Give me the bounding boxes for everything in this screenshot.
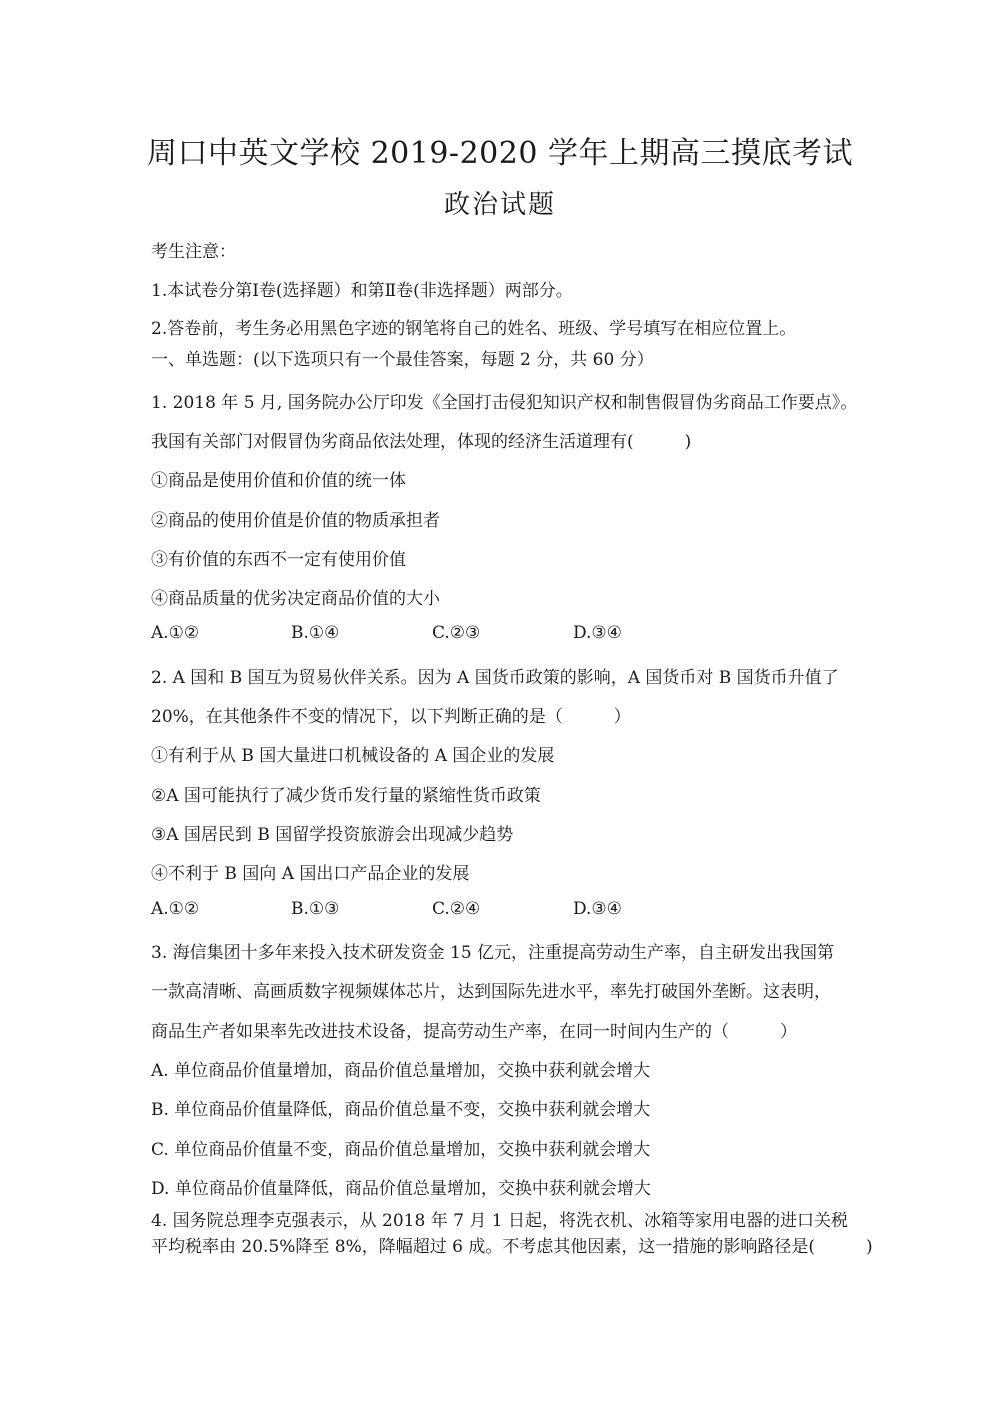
- option-a[interactable]: A.①②: [151, 623, 200, 643]
- question-2-item: ④不利于 B 国向 A 国出口产品企业的发展: [151, 864, 470, 884]
- option-d[interactable]: D.③④: [573, 623, 622, 643]
- notice-item: 2.答卷前，考生务必用黑色字迹的钢笔将自己的姓名、班级、学号填写在相应位置上。: [151, 319, 797, 339]
- question-3-choice-a[interactable]: A. 单位商品价值量增加，商品价值总量增加，交换中获利就会增大: [151, 1061, 651, 1081]
- option-a[interactable]: A.①②: [151, 899, 200, 919]
- exam-title: 周口中英文学校 2019-2020 学年上期高三摸底考试: [147, 136, 853, 171]
- question-3-stem-line: 商品生产者如果率先改进技术设备，提高劳动生产率，在同一时间内生产的（ ）: [151, 1022, 797, 1042]
- question-1-item: ④商品质量的优劣决定商品价值的大小: [151, 589, 440, 609]
- notice-label: 考生注意：: [151, 242, 236, 262]
- option-c[interactable]: C.②③: [432, 623, 481, 643]
- option-b[interactable]: B.①④: [291, 623, 340, 643]
- option-d[interactable]: D.③④: [573, 899, 622, 919]
- question-1-stem-line: 1. 2018 年 5 月, 国务院办公厅印发《全国打击侵犯知识产权和制售假冒伪劣商品工作要点》。: [151, 393, 858, 413]
- notice-item: 1.本试卷分第Ⅰ卷(选择题）和第Ⅱ卷(非选择题）两部分。: [151, 281, 573, 301]
- question-3-stem-line: 一款高清晰、高画质数字视频媒体芯片，达到国际先进水平，率先打破国外垄断。这表明，: [151, 982, 831, 1002]
- question-1-item: ②商品的使用价值是价值的物质承担者: [151, 511, 440, 531]
- option-c[interactable]: C.②④: [432, 899, 481, 919]
- question-3-choice-d[interactable]: D. 单位商品价值量降低，商品价值总量增加，交换中获利就会增大: [151, 1179, 651, 1199]
- question-2-stem-line: 20%，在其他条件不变的情况下，以下判断正确的是（ ）: [151, 707, 631, 727]
- option-b[interactable]: B.①③: [291, 899, 340, 919]
- question-4-stem-line: 平均税率由 20.5%降至 8%，降幅超过 6 成。不考虑其他因素，这一措施的影响路径是( ): [151, 1237, 873, 1257]
- question-2-item: ③A 国居民到 B 国留学投资旅游会出现减少趋势: [151, 825, 514, 845]
- question-3-choice-b[interactable]: B. 单位商品价值量降低，商品价值总量不变，交换中获利就会增大: [151, 1100, 651, 1120]
- question-3-stem-line: 3. 海信集团十多年来投入技术研发资金 15 亿元，注重提高劳动生产率，自主研发出我国第: [151, 943, 835, 963]
- question-2-item: ①有利于从 B 国大量进口机械设备的 A 国企业的发展: [151, 746, 555, 766]
- question-1-item: ③有价值的东西不一定有使用价值: [151, 550, 406, 570]
- question-4-stem-line: 4. 国务院总理李克强表示，从 2018 年 7 月 1 日起，将洗衣机、冰箱等家用电器的进口关税: [151, 1211, 848, 1231]
- section-heading: 一、单选题：(以下选项只有一个最佳答案，每题 2 分，共 60 分）: [151, 350, 654, 370]
- question-3-choice-c[interactable]: C. 单位商品价值量不变，商品价值总量增加，交换中获利就会增大: [151, 1140, 651, 1160]
- question-1-item: ①商品是使用价值和价值的统一体: [151, 471, 406, 491]
- exam-subtitle: 政治试题: [443, 190, 556, 220]
- question-2-item: ②A 国可能执行了减少货币发行量的紧缩性货币政策: [151, 786, 541, 806]
- question-1-stem-line: 我国有关部门对假冒伪劣商品依法处理，体现的经济生活道理有( ): [151, 432, 692, 452]
- question-2-stem-line: 2. A 国和 B 国互为贸易伙伴关系。因为 A 国货币政策的影响，A 国货币对 B 国货币升值了: [151, 668, 839, 688]
